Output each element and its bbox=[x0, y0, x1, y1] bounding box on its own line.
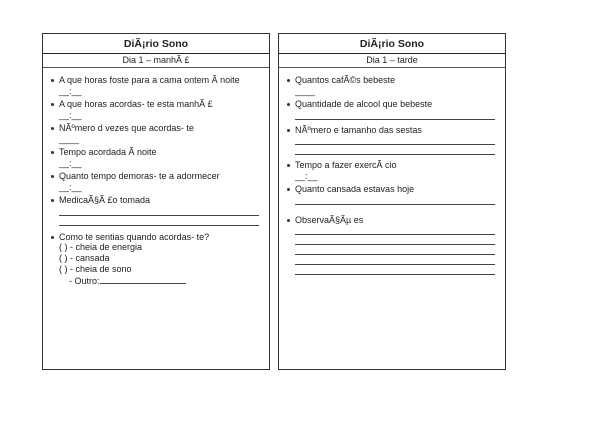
answer-blank[interactable]: __:__ bbox=[295, 170, 318, 181]
answer-line[interactable] bbox=[295, 235, 495, 245]
answer-blank[interactable]: ____ bbox=[295, 85, 316, 96]
answer-line[interactable] bbox=[295, 265, 495, 275]
answer-line[interactable] bbox=[295, 245, 495, 255]
answer-line[interactable] bbox=[295, 135, 495, 145]
answer-blank[interactable]: __:__ bbox=[59, 85, 82, 96]
question-exercise bbox=[287, 160, 499, 181]
question-label: A que horas foste para a cama ontem Ã noite bbox=[59, 75, 240, 85]
option-other[interactable] bbox=[51, 275, 263, 287]
question-tiredness bbox=[287, 184, 499, 205]
option-sleepy[interactable]: ( ) - cheia de sono bbox=[59, 264, 132, 274]
question-label: Tempo a fazer exercÃ cio bbox=[295, 160, 397, 170]
question-label: Quanto tempo demoras- te a adormecer bbox=[59, 171, 220, 181]
answer-line[interactable] bbox=[295, 225, 495, 235]
answer-line[interactable] bbox=[295, 255, 495, 265]
question-observations bbox=[287, 215, 499, 276]
answer-line[interactable] bbox=[100, 275, 186, 284]
option-tired[interactable]: ( ) - cansada bbox=[59, 253, 110, 263]
question-label: A que horas acordas- te esta manhÃ £ bbox=[59, 99, 213, 109]
question-coffees bbox=[287, 75, 499, 96]
option-energetic[interactable]: ( ) - cheia de energia bbox=[59, 242, 143, 252]
question-wake-count bbox=[51, 123, 263, 144]
answer-blank[interactable]: __:__ bbox=[59, 109, 82, 120]
answer-blank[interactable]: __:__ bbox=[59, 181, 82, 192]
question-label: NÃºmero e tamanho das sestas bbox=[295, 124, 422, 135]
answer-blank[interactable]: __:__ bbox=[59, 157, 82, 168]
card-subtitle: Dia 1 – tarde bbox=[279, 54, 505, 68]
question-label: Tempo acordada Ã noite bbox=[59, 147, 157, 157]
question-medication bbox=[51, 195, 263, 226]
question-label: Quantidade de alcool que bebeste bbox=[295, 99, 433, 109]
question-fall-asleep bbox=[51, 171, 263, 192]
question-label: Quantos cafÃ©s bebeste bbox=[295, 75, 396, 85]
answer-line[interactable] bbox=[295, 145, 495, 155]
sleep-diary-morning-card bbox=[42, 33, 270, 370]
card-subtitle: Dia 1 – manhÃ £ bbox=[43, 54, 269, 68]
question-alcohol bbox=[287, 99, 499, 120]
question-bedtime bbox=[51, 75, 263, 96]
question-wake-time bbox=[51, 99, 263, 120]
answer-line[interactable] bbox=[295, 110, 495, 120]
sleep-diary-afternoon-card bbox=[278, 33, 506, 370]
answer-blank[interactable]: ____ bbox=[59, 133, 80, 144]
question-label: MedicaÃ§Ã £o tomada bbox=[59, 195, 151, 205]
question-label: ObservaÃ§Ãµ es bbox=[295, 214, 364, 225]
option-other-label: - Outro: bbox=[69, 276, 100, 286]
answer-line[interactable] bbox=[59, 206, 259, 216]
answer-line[interactable] bbox=[295, 195, 495, 205]
question-awake-time bbox=[51, 147, 263, 168]
card-title: DiÃ¡rio Sono bbox=[279, 34, 505, 54]
answer-line[interactable] bbox=[59, 216, 259, 226]
card-title: DiÃ¡rio Sono bbox=[43, 34, 269, 54]
question-feeling bbox=[51, 232, 263, 243]
question-label: Quanto cansada estavas hoje bbox=[295, 184, 415, 194]
question-label: Como te sentias quando acordas- te? bbox=[59, 231, 210, 242]
question-naps bbox=[287, 125, 499, 156]
question-label: NÃºmero d vezes que acordas- te bbox=[59, 123, 194, 133]
